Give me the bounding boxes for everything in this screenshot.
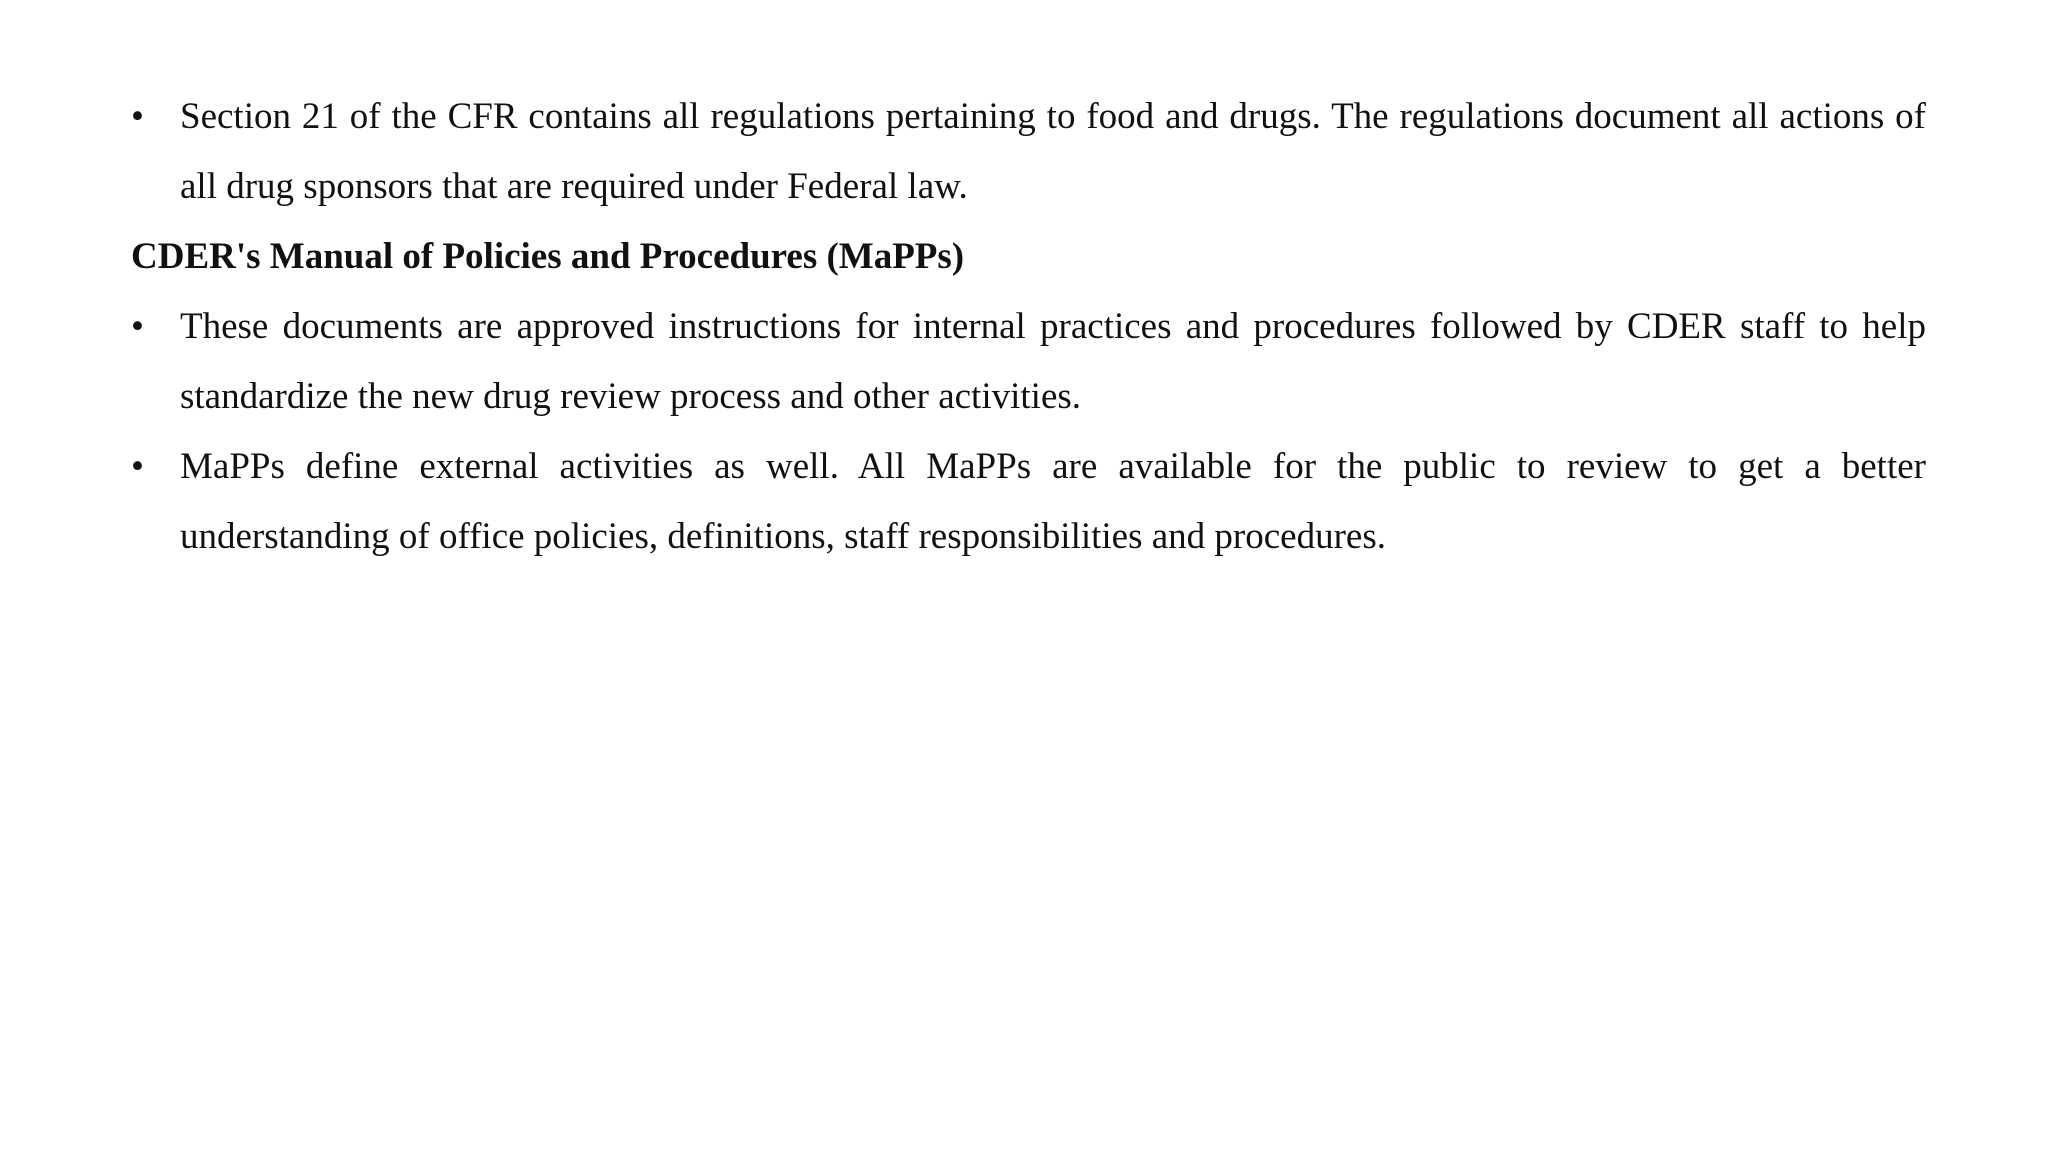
bullet-text: These documents are approved instructions for internal practices and procedures followed by CDER staff to help standardize the new drug review process and other activities. xyxy=(180,306,1926,417)
bullet-item-cfr xyxy=(131,82,1926,222)
document-page xyxy=(131,82,1926,572)
bullet-item-external xyxy=(131,432,1926,572)
bullet-icon: • xyxy=(131,306,144,347)
bullet-text: Section 21 of the CFR contains all regulations pertaining to food and drugs. The regulations document all actions of all drug sponsors that are required under Federal law. xyxy=(180,96,1926,207)
bullet-icon: • xyxy=(131,446,144,487)
bullet-icon: • xyxy=(131,96,144,137)
bullet-text: MaPPs define external activities as well. All MaPPs are available for the public to review to get a better understanding of office policies, definitions, staff responsibilities and procedures. xyxy=(180,446,1926,557)
section-heading-mapps: CDER's Manual of Policies and Procedures (MaPPs) xyxy=(131,236,965,277)
bullet-item-documents xyxy=(131,292,1926,432)
